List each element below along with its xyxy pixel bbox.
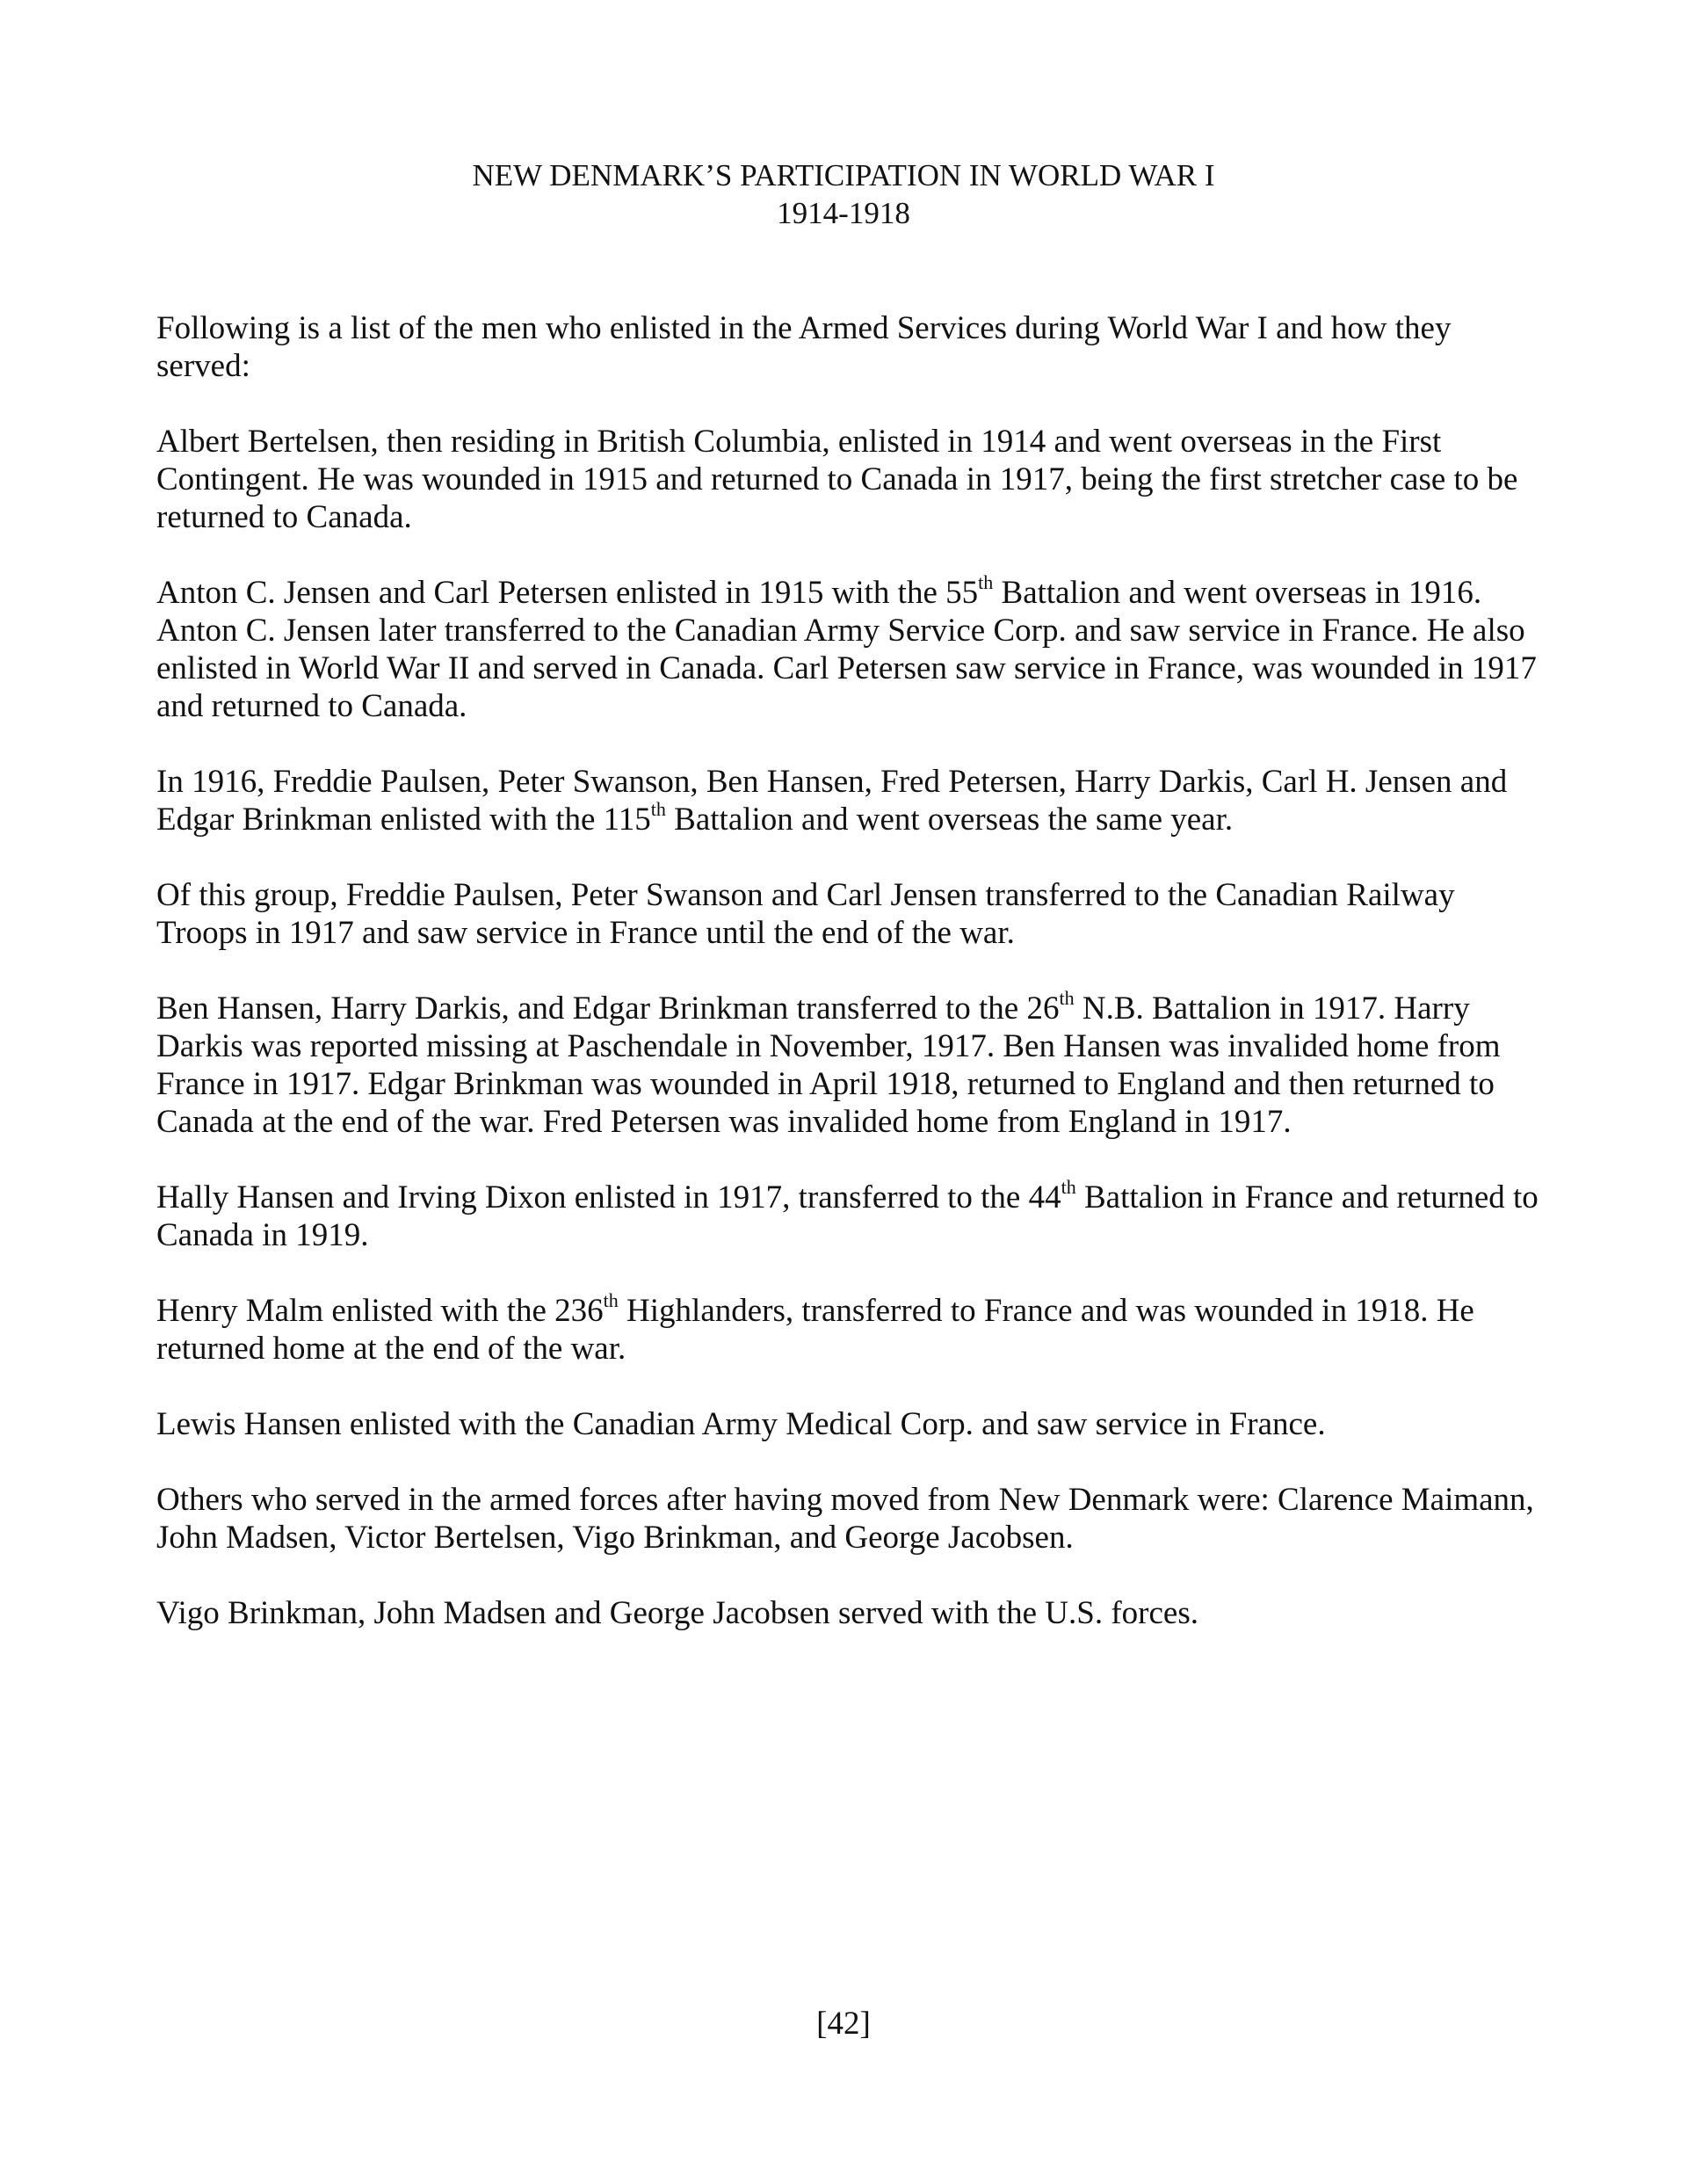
- ordinal-suffix: th: [1059, 987, 1075, 1009]
- paragraph-text: In 1916, Freddie Paulsen, Peter Swanson, Ben Hansen, Fred Petersen, Harry Darkis, Carl H. Jensen and Edgar Brinkman enlisted with the 115: [156, 764, 1508, 838]
- title-line-2: 1914-1918: [777, 196, 910, 230]
- paragraph-text: Highlanders, transferred to France and was wounded in 1918. He returned home at the end of the war.: [156, 1293, 1474, 1367]
- paragraph-railway-troops: Of this group, Freddie Paulsen, Peter Swanson and Carl Jensen transferred to the Canadian Railway Troops in 1917 and saw service in France until the end of the war.: [156, 877, 1455, 951]
- paragraph-text: Ben Hansen, Harry Darkis, and Edgar Brinkman transferred to the 26: [156, 990, 1060, 1027]
- paragraph-others-served: Others who served in the armed forces after having moved from New Denmark were: Clarence Maimann, John Madsen, Victor Bertelsen, Vigo Brinkman, and George Jacobsen.: [156, 1482, 1534, 1556]
- ordinal-suffix: th: [978, 571, 994, 593]
- paragraph-lewis-hansen: Lewis Hansen enlisted with the Canadian Army Medical Corp. and saw service in France.: [156, 1406, 1326, 1442]
- paragraph-text: Battalion and went overseas the same year.: [665, 802, 1234, 838]
- ordinal-suffix: th: [650, 798, 666, 820]
- paragraph-text: Battalion and went overseas in 1916. Anton C. Jensen later transferred to the Canadian Army Service Corp. and saw service in France. He also enlisted in World War II and served in Canada. Carl Petersen saw service in France, was wounded in 1917 and returned to Canada.: [156, 575, 1537, 724]
- paragraph-26th-battalion: [156, 987, 1549, 1141]
- paragraph-jensen-petersen: [156, 571, 1549, 725]
- paragraph-text: Hally Hansen and Irving Dixon enlisted in 1917, transferred to the 44: [156, 1179, 1061, 1215]
- ordinal-suffix: th: [603, 1289, 619, 1311]
- paragraph-text: N.B. Battalion in 1917. Harry Darkis was reported missing at Paschendale in November, 1917. Ben Hansen was invalided home from France in 1917. Edgar Brinkman was wounded in April 1918, returned to England and then returned to Canada at the end of the war. Fred Petersen was invalided home from England in 1917.: [156, 990, 1501, 1140]
- title-line-1: NEW DENMARK’S PARTICIPATION IN WORLD WAR I: [472, 158, 1215, 192]
- paragraph-intro: Following is a list of the men who enlisted in the Armed Services during World War I and how they served:: [156, 310, 1452, 384]
- paragraph-236th-highlanders: [156, 1289, 1549, 1368]
- paragraph-albert-bertelsen: Albert Bertelsen, then residing in British Columbia, enlisted in 1914 and went overseas in the First Contingent. He was wounded in 1915 and returned to Canada in 1917, being the first stretcher case to be returned to Canada.: [156, 424, 1518, 535]
- paragraph-text: Henry Malm enlisted with the 236: [156, 1293, 604, 1329]
- paragraph-115th-battalion: [156, 763, 1549, 838]
- paragraph-text: Anton C. Jensen and Carl Petersen enlisted in 1915 with the 55: [156, 575, 979, 611]
- paragraph-us-forces: Vigo Brinkman, John Madsen and George Jacobsen served with the U.S. forces.: [156, 1595, 1198, 1631]
- document-body: [156, 309, 1549, 1670]
- page-number: [42]: [816, 2006, 871, 2042]
- paragraph-44th-battalion: [156, 1176, 1549, 1254]
- ordinal-suffix: th: [1061, 1176, 1076, 1198]
- document-title: [0, 156, 1687, 232]
- paragraph-text: Battalion in France and returned to Canada in 1919.: [156, 1179, 1539, 1253]
